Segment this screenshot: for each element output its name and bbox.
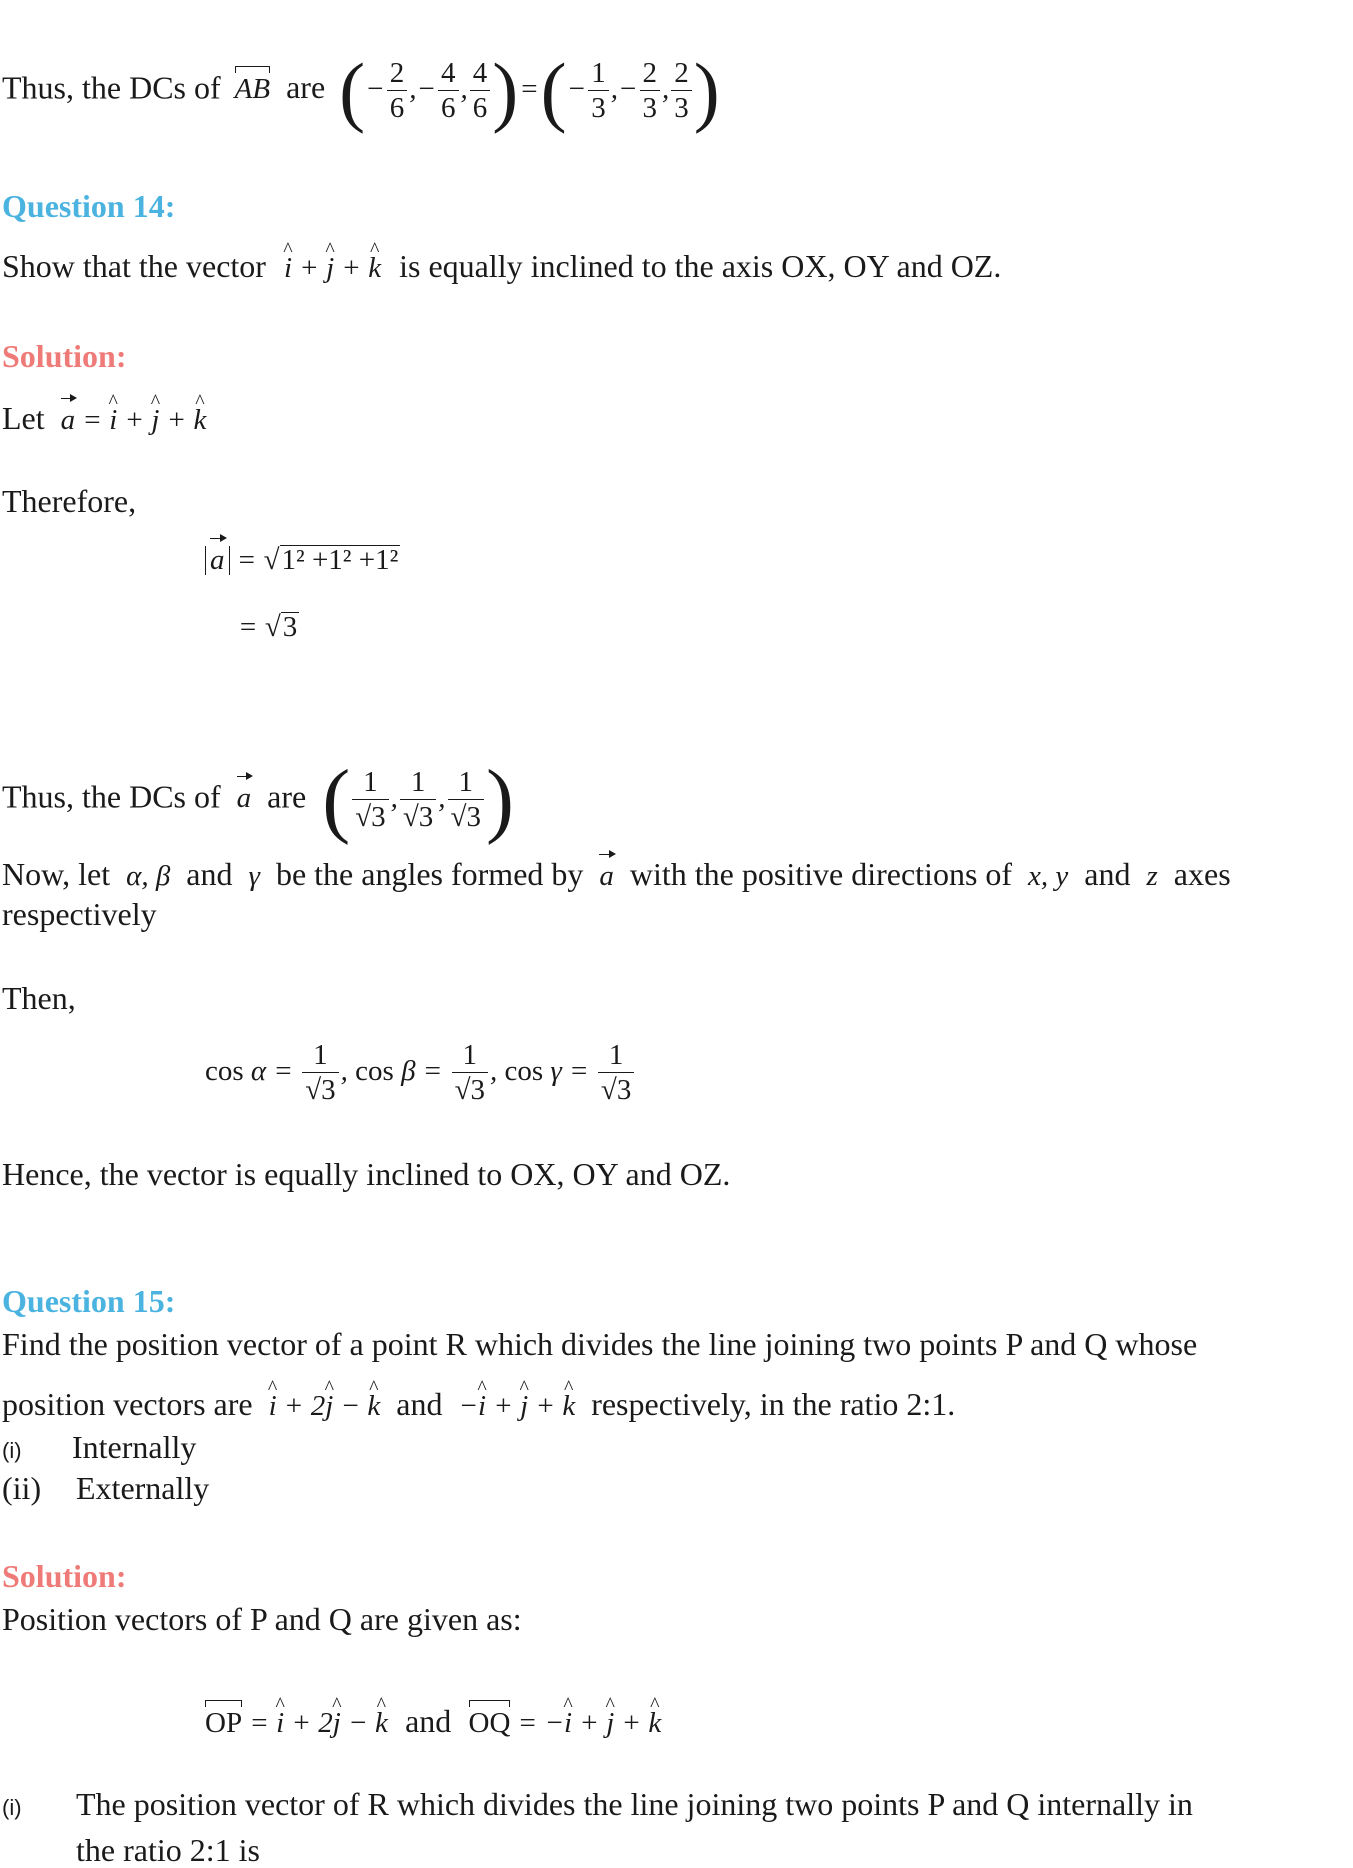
conclusion-14: Hence, the vector is equally inclined to OX, OY and OZ.: [2, 1156, 731, 1192]
question-15-line2: position vectors are ^ i + 2^ j − ^ k and −^ i + ^ j + ^ k respectively, in the ratio 2:1.: [2, 1388, 955, 1421]
then-label: Then,: [2, 980, 76, 1016]
dcs-ab-lhs: − $\frac{2}{6}$ ,− $\frac{4}{6}$ , $\frac{4}{6}$: [365, 73, 492, 105]
respectively-line: respectively: [2, 896, 157, 932]
dcs-of-a-line: Thus, the DCs of a are ( $\frac{1}{√3}$ , $\frac{1}{√3}$ , $\frac{1}{√3}$ ): [2, 753, 514, 846]
dcs-ab-are: are: [286, 69, 326, 106]
part-ii-externally: (ii) Externally: [2, 1470, 210, 1506]
solution-15-part-i: (i) The position vector of R which divides the line joining two points P and Q internally in: [2, 1786, 1193, 1822]
magnitude-line: a = √1² +1² +1²: [205, 545, 400, 575]
a-equals-expression: a = ^ i + ^ j + ^ k: [61, 404, 207, 436]
question-14-heading: Question 14:: [2, 188, 176, 224]
op-oq-equations: OP = ^ i + 2^ j − ^ k and OQ = −^ i + ^ j + ^ k: [205, 1705, 661, 1738]
question-15-line1: Find the position vector of a point R which divides the line joining two points P and Q whose: [2, 1326, 1198, 1362]
dcs-of-ab-line: Thus, the DCs of AB are (− $\frac{2}{6}$ ,− $\frac{4}{6}$ , $\frac{4}{6}$ ) =(− $\frac{1}{3}$ ,− $\frac{2}{3}$ , $\frac{2}{3}$ ): [2, 47, 720, 134]
question-15-heading: Question 15:: [2, 1283, 176, 1319]
therefore-label: Therefore,: [2, 483, 137, 519]
solution-14-heading: Solution:: [2, 338, 127, 374]
vector-ab: AB: [234, 73, 271, 106]
dcs-ab-rhs: − $\frac{1}{3}$ ,− $\frac{2}{3}$ , $\frac{2}{3}$: [567, 73, 694, 105]
dcs-of-a-values: $\frac{1}{√3}$ , $\frac{1}{√3}$ , $\frac{1}{√3}$: [350, 782, 486, 814]
solution-15-intro: Position vectors of P and Q are given as:: [2, 1601, 522, 1637]
angles-line: Now, let α, β and γ be the angles formed by a with the positive directions of x, y and z axes: [2, 856, 1231, 892]
magnitude-result: = √3: [238, 611, 298, 643]
solution-15-part-i-line2: the ratio 2:1 is: [76, 1832, 260, 1868]
question-14-statement: Show that the vector ^ i + ^ j + ^ k is equally inclined to the axis OX, OY and OZ.: [2, 250, 1001, 283]
dcs-ab-prefix: Thus, the DCs of: [2, 69, 221, 106]
cosine-equations: cos α = $\frac{1}{√3}$ , cos β = $\frac{1}{√3}$ , cos γ = $\frac{1}{√3}$: [205, 1040, 636, 1107]
vector-i-j-k: ^ i + ^ j + ^ k: [284, 252, 381, 284]
part-i-internally: (i) Internally: [2, 1429, 197, 1465]
let-a-line: Let a = ^ i + ^ j + ^ k: [2, 402, 206, 435]
solution-15-heading: Solution:: [2, 1558, 127, 1594]
